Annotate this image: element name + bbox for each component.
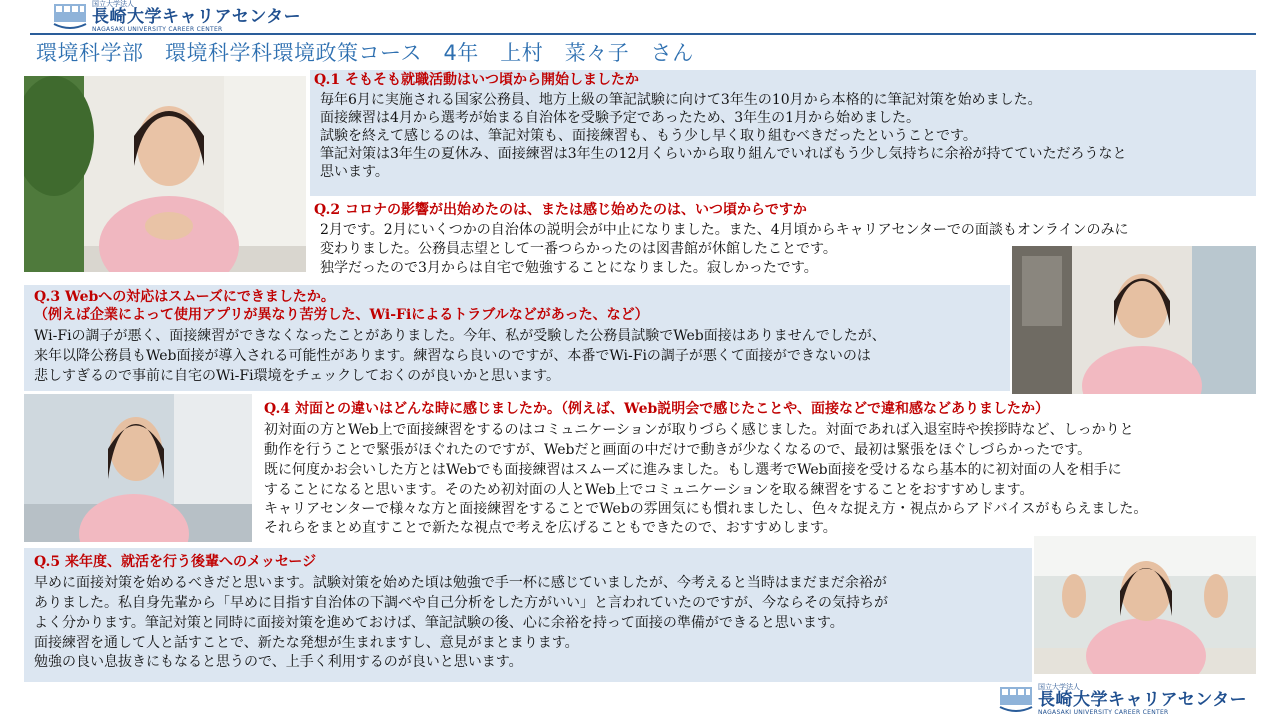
answer-4-line-5: キャリアセンターで様々な方と面接練習をすることでWebの雰囲気にも慣れましたし、色々な捉え方・視点からアドバイスがもらえました。 — [264, 501, 1148, 517]
answer-5-line-4: 面接練習を通して人と話すことで、新たな発想が生まれますし、意見がまとまります。 — [34, 635, 579, 651]
university-emblem-icon — [998, 685, 1034, 715]
answer-4-line-6: それらをまとめ直すことで新たな視点で考えを広げることもできたので、おすすめします。 — [264, 520, 837, 536]
student-photo-4 — [1034, 536, 1256, 674]
question-3: Q.3 Webへの対応はスムーズにできましたか。 — [34, 289, 335, 305]
logo-english: NAGASAKI UNIVERSITY CAREER CENTER — [1038, 709, 1169, 716]
question-3-examples: （例えば企業によって使用アプリが異なり苦労した、Wi-Fiによるトラブルなどがあった、など） — [34, 307, 649, 323]
question-5: Q.5 来年度、就活を行う後輩へのメッセージ — [34, 554, 317, 570]
logo-title: 長崎大学キャリアセンター — [1038, 690, 1248, 710]
answer-1-line-4: 筆記対策は3年生の夏休み、面接練習は3年生の12月くらいから取り組んでいればもう少し気持ちに余裕が持てていただろうなと — [320, 146, 1127, 162]
answer-3-line-3: 悲しすぎるので事前に自宅のWi-Fi環境をチェックしておくのが良いかと思います。 — [34, 368, 561, 384]
career-center-logo-footer — [998, 683, 1247, 716]
answer-1-line-5: 思います。 — [320, 164, 389, 180]
answer-1-line-3: 試験を終えて感じるのは、筆記対策も、面接練習も、もう少し早く取り組むべきだったということです。 — [320, 128, 977, 144]
question-2: Q.2 コロナの影響が出始めたのは、または感じ始めたのは、いつ頃からですか — [314, 202, 807, 218]
logo-title: 長崎大学キャリアセンター — [92, 7, 302, 27]
question-1: Q.1 そもそも就職活動はいつ頃から開始しましたか — [314, 72, 639, 88]
answer-2-line-2: 変わりました。公務員志望として一番つらかったのは図書館が休館したことです。 — [320, 241, 837, 257]
answer-3-line-1: Wi-Fiの調子が悪く、面接練習ができなくなったことがありました。今年、私が受験した公務員試験でWeb面接はありませんでしたが、 — [34, 328, 886, 344]
answer-1-line-2: 面接練習は4月から選考が始まる自治体を受験予定であったため、3年生の1月から始めました。 — [320, 110, 921, 126]
answer-5-line-2: ありました。私自身先輩から「早めに目指す自治体の下調べや自己分析をした方がいい」と言われていたのですが、今ならその気持ちが — [34, 595, 888, 611]
university-emblem-icon — [52, 2, 88, 32]
student-photo-1 — [24, 76, 306, 272]
answer-2-line-3: 独学だったので3月からは自宅で勉強することになりました。寂しかったです。 — [320, 260, 818, 276]
answer-2-line-1: 2月です。2月にいくつかの自治体の説明会が中止になりました。また、4月頃からキャリアセンターでの面談もオンラインのみに — [320, 222, 1129, 238]
answer-4-line-1: 初対面の方とWeb上で面接練習をするのはコミュニケーションが取りづらく感じました。対面であれば入退室時や挨拶時など、しっかりと — [264, 422, 1134, 438]
answer-5-line-1: 早めに面接対策を始めるべきだと思います。試験対策を始めた頃は勉強で手一杯に感じていましたが、今考えると当時はまだまだ余裕が — [34, 575, 887, 591]
answer-5-line-5: 勉強の良い息抜きにもなると思うので、上手く利用するのが良いと思います。 — [34, 654, 523, 670]
answer-4-line-3: 既に何度かお会いした方とはWebでも面接練習はスムーズに進みました。もし選考でWeb面接を受けるなら基本的に初対面の人を相手に — [264, 462, 1122, 478]
logo-english: NAGASAKI UNIVERSITY CAREER CENTER — [92, 26, 223, 33]
question-4: Q.4 対面との違いはどんな時に感じましたか。（例えば、Web説明会で感じたことや、面接などで違和感などありましたか） — [264, 401, 1049, 417]
logo-subtitle: 国立大学法人 — [1038, 683, 1080, 691]
answer-3-line-2: 来年以降公務員もWeb面接が導入される可能性があります。練習なら良いのですが、本番でWi-Fiの調子が悪くて面接ができないのは — [34, 348, 871, 364]
header-divider — [30, 33, 1256, 35]
career-center-logo — [52, 0, 301, 33]
answer-4-line-4: することになると思います。そのため初対面の人とWeb上でコミュニケーションを取る練習をすることをおすすめします。 — [264, 482, 1034, 498]
answer-4-line-2: 動作を行うことで緊張がほぐれたのですが、Webだと画面の中だけで動きが少なくなるので、最初は緊張をほぐしづらかったです。 — [264, 442, 1092, 458]
logo-subtitle: 国立大学法人 — [92, 0, 134, 8]
student-photo-2 — [1012, 246, 1256, 394]
student-photo-3 — [24, 394, 252, 542]
answer-5-line-3: よく分かります。筆記対策と同時に面接対策を進めておけば、筆記試験の後、心に余裕を持って面接の準備ができると思います。 — [34, 615, 844, 631]
answer-1-line-1: 毎年6月に実施される国家公務員、地方上級の筆記試験に向けて3年生の10月から本格的に筆記対策を始めました。 — [320, 92, 1042, 108]
page-title: 環境科学部 環境科学科環境政策コース 4年 上村 菜々子 さん — [36, 41, 694, 65]
